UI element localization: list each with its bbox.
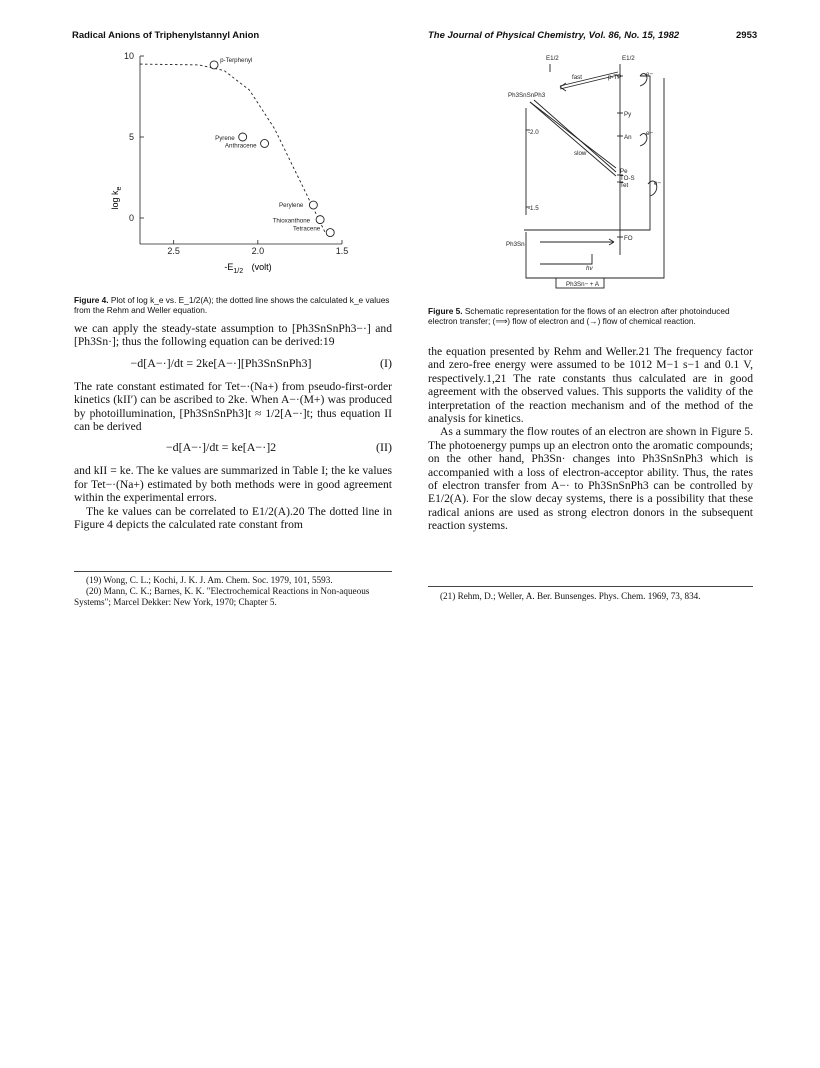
f4-y-tick-label: 5 bbox=[128, 132, 134, 142]
f5-loop-right bbox=[524, 76, 650, 230]
left-paragraph-3: and kII = ke. The ke values are summarized in Table I; the ke values for Tet−·(Na+) estimated by both methods were in good agreement within the experimental errors. bbox=[74, 464, 392, 505]
f5-slow-arrow-2 bbox=[530, 102, 616, 168]
f4-point-pyrene bbox=[239, 133, 247, 141]
f4-point-label: Anthracene bbox=[224, 142, 257, 150]
equation-2 bbox=[74, 441, 392, 458]
page-number: 2953 bbox=[736, 30, 758, 41]
footnote-20: (20) Mann, C. K.; Barnes, K. K. "Electrochemical Reactions in Non-aqueous Systems"; Marcel Dekker: New York, 1970; Chapter 5. bbox=[74, 586, 370, 607]
f4-point-perylene bbox=[309, 201, 317, 209]
footnote-19: (19) Wong, C. L.; Kochi, J. K. J. Am. Chem. Soc. 1979, 101, 5593. bbox=[86, 575, 333, 585]
left-footnotes bbox=[74, 575, 392, 608]
f5-fast-label: fast bbox=[572, 74, 582, 81]
f5-tos-label: TO-S bbox=[620, 175, 635, 182]
f5-e-half-right: E1/2 bbox=[622, 55, 635, 62]
f5-electron-1: e− bbox=[646, 71, 654, 78]
f5-outer-loop bbox=[526, 78, 664, 278]
right-paragraph-1: the equation presented by Rehm and Weller.21 The frequency factor and zero-free energy were assumed to be 1012 M−1 s−1 and 0.1 V, respectively.1,21 The rate constants thus calculated are in good agreement with the observed values. This supports the validity of the interpretation of the reaction mechanism and of the method of the analysis for kinetics. bbox=[428, 345, 753, 426]
figure-5-caption-label: Figure 5. bbox=[428, 306, 463, 316]
f4-point-label: Perylene bbox=[278, 202, 304, 210]
left-column bbox=[74, 322, 392, 531]
equation-1-number: (I) bbox=[380, 355, 392, 370]
footnote-21: (21) Rehm, D.; Weller, A. Ber. Bunsenges. Phys. Chem. 1969, 73, 834. bbox=[440, 591, 701, 601]
f4-point-thioxanthone bbox=[316, 216, 324, 224]
f4-point-anthracene bbox=[261, 139, 269, 147]
equation-1 bbox=[74, 357, 392, 374]
f5-slow-label: slow bbox=[574, 150, 587, 157]
f4-point-label: Tetracene bbox=[293, 225, 321, 233]
f4-y-tick-label: 0 bbox=[128, 213, 134, 223]
figure-4-points bbox=[210, 57, 334, 237]
f5-py-label: Py bbox=[624, 111, 632, 118]
left-paragraph-2: The rate constant estimated for Tet−·(Na+) from pseudo-first-order kinetics (kII′) can be ascribed to 2ke. When A−·(M+) was produced by photoillumination, [Ph3SnSnPh3]t ≈ 1/2[A−·]t; thus equation II can be derived bbox=[74, 379, 392, 434]
f5-dimer-label: Ph3SnSnPh3 bbox=[508, 92, 546, 99]
left-footnote-rule bbox=[74, 571, 392, 572]
f5-e-half-left: E1/2 bbox=[546, 55, 559, 62]
figure-5-caption bbox=[428, 306, 753, 326]
f4-point-p-terphenyl bbox=[210, 61, 218, 69]
f4-point-tetracene bbox=[326, 229, 334, 237]
figure-4-chart bbox=[100, 48, 390, 288]
f5-electron-2: e− bbox=[646, 130, 654, 137]
f5-loop-e1 bbox=[640, 74, 647, 86]
f5-tick-2-0: -2.0 bbox=[528, 129, 539, 136]
running-header-left: Radical Anions of Triphenylstannyl Anion bbox=[72, 30, 260, 41]
figure-4-caption-label: Figure 4. bbox=[74, 295, 109, 305]
f5-pe-label: Pe bbox=[620, 168, 628, 175]
figure-4-xlabel: $-E_{1/2}$ (volt) bbox=[224, 262, 272, 275]
f4-point-label: Thioxanthone bbox=[272, 217, 311, 225]
f5-loop-e3 bbox=[648, 181, 657, 196]
f5-electron-3: e− bbox=[654, 180, 662, 187]
figure-4-ylabel: $\log k_e$ bbox=[110, 186, 123, 210]
f4-x-tick-label: 2.5 bbox=[167, 246, 180, 256]
equation-1-body: −d[A−·]/dt = 2ke[A−·][Ph3SnSnPh3] bbox=[130, 355, 312, 370]
f5-hv-path bbox=[540, 254, 592, 264]
f5-hv-label: hν bbox=[586, 265, 593, 272]
figure-5-caption-text: Schematic representation for the flows of an electron after photoinduced electron transfer; (⟹) flow of electron and (→) flow of chemical reaction. bbox=[428, 306, 730, 326]
f5-fast-arrowhead bbox=[560, 83, 566, 91]
equation-2-number: (II) bbox=[376, 440, 392, 455]
right-footnotes bbox=[428, 591, 753, 602]
f5-tick-1-5: -1.5 bbox=[528, 205, 539, 212]
f5-tet-label: Tet bbox=[620, 182, 629, 189]
f5-ptp-label: p-TP bbox=[608, 74, 622, 81]
f4-y-tick-label: 10 bbox=[123, 51, 134, 61]
f4-point-label: p-Terphenyl bbox=[220, 56, 253, 64]
f5-anion-label: Ph3Sn− + A bbox=[566, 281, 600, 288]
right-paragraph-2: As a summary the flow routes of an electron are shown in Figure 5. The photoenergy pumps up an electron onto the aromatic compounds; on the other hand, Ph3Sn· changes into Ph3SnSnPh3 which is accompanied with a loss of electron-acceptor ability. Thus, the rates of electron transfer from A−· to Ph3SnSnPh3 can be controlled by E1/2(A). For the slow decay systems, there is a possibility that these radical anions are used as strong electron donors in the subsequent reaction systems. bbox=[428, 425, 753, 533]
f5-loop-e2 bbox=[640, 134, 647, 146]
equation-2-body: −d[A−·]/dt = ke[A−·]2 bbox=[165, 440, 277, 455]
f5-fo-label: FO bbox=[624, 235, 633, 242]
f5-an-label: An bbox=[624, 134, 632, 141]
left-paragraph-4: The ke values can be correlated to E1/2(A).20 The dotted line in Figure 4 depicts the calculated rate constant from bbox=[74, 504, 392, 532]
left-paragraph-1: we can apply the steady-state assumption to [Ph3SnSnPh3−·] and [Ph3Sn·]; thus the following equation can be derived:19 bbox=[74, 322, 392, 349]
right-footnote-rule bbox=[428, 586, 753, 587]
f4-x-tick-label: 1.5 bbox=[335, 246, 349, 256]
f4-x-tick-label: 2.0 bbox=[251, 246, 265, 256]
figure-5-diagram bbox=[500, 50, 680, 295]
f5-ph3sn-radical-label: Ph3Sn· bbox=[506, 241, 527, 248]
right-column bbox=[428, 345, 753, 533]
figure-4-caption bbox=[74, 295, 392, 315]
figure-4-caption-text: Plot of log k_e vs. E_1/2(A); the dotted line shows the calculated k_e values from the Rehm and Weller equation. bbox=[74, 295, 390, 315]
f4-point-label: Pyrene bbox=[215, 135, 235, 142]
running-header-journal: The Journal of Physical Chemistry, Vol. 86, No. 15, 1982 bbox=[428, 30, 680, 41]
